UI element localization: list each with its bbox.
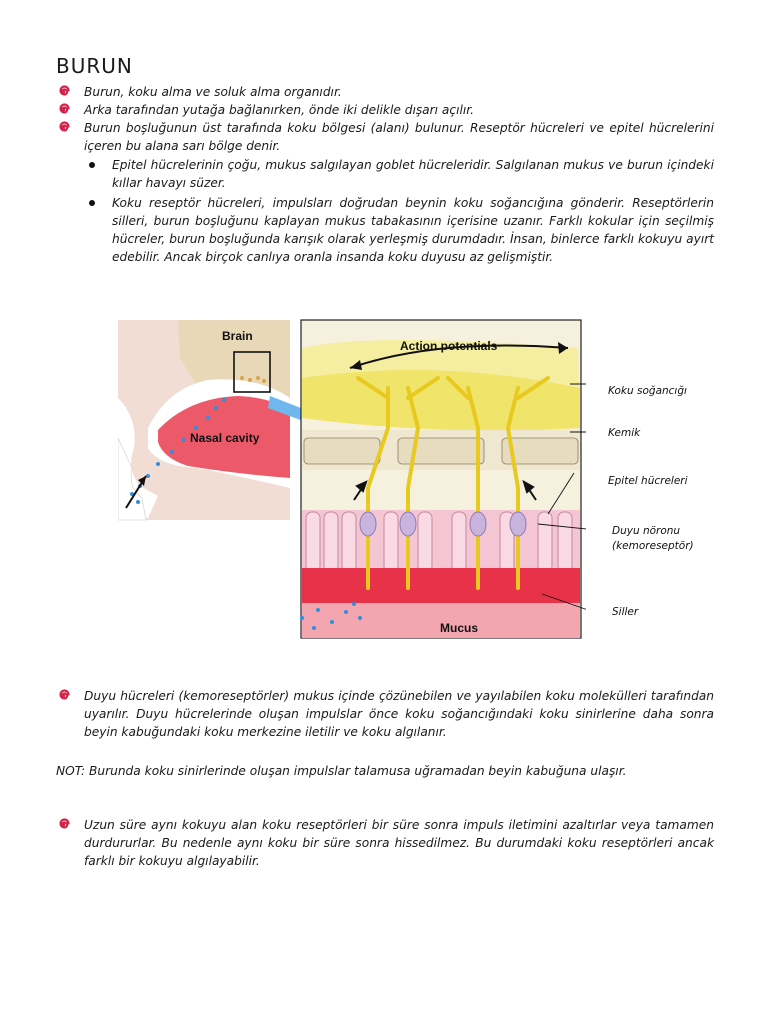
svg-text:Action potentials: Action potentials xyxy=(400,339,498,353)
dot-bullet-icon xyxy=(89,200,95,206)
olfactory-diagram xyxy=(118,318,586,642)
bullet-text: Burun, koku alma ve soluk alma organıdır. xyxy=(84,85,342,99)
bullet-text: Burun boşluğunun üst tarafında koku bölgesi (alanı) bulunur. Reseptör hücreleri ve epitel hücrelerini içeren bu alana sarı bölge denir. xyxy=(84,121,714,153)
dot-bullet-icon xyxy=(89,162,95,168)
svg-text:Mucus: Mucus xyxy=(440,621,479,635)
spiral-bullet-icon xyxy=(56,818,70,832)
paragraph-adaptation: Uzun süre aynı kokuyu alan koku reseptörleri bir süre sonra impuls iletimini azaltırlar veya tamamen durdururlar. Bu nedenle aynı koku bir süre sonra hissedilmez. Bu durumdaki koku reseptörleri ancak farklı bir kokuyu algılayabilir. xyxy=(84,818,714,868)
svg-text:Brain: Brain xyxy=(222,329,253,343)
label-epithelial: Epitel hücreleri xyxy=(608,475,688,487)
spiral-bullet-icon xyxy=(56,103,70,117)
label-sensory-neuron: Duyu nöronu (kemoreseptör) xyxy=(612,525,694,552)
svg-text:Nasal cavity: Nasal cavity xyxy=(190,431,260,445)
paragraph-chemoreceptors: Duyu hücreleri (kemoreseptörler) mukus içinde çözünebilen ve yayılabilen koku molekülleri tarafından uyarılır. Duyu hücrelerinde oluşan impulslar önce koku soğancığındaki koku sinirlerine daha sonra beyin kabuğundaki koku merkezine iletilir ve koku algılanır. xyxy=(84,689,714,739)
page-title: BURUN xyxy=(56,54,133,78)
label-olfactory-bulb: Koku soğancığı xyxy=(608,385,687,397)
label-bone: Kemik xyxy=(608,427,641,439)
label-cilia: Siller xyxy=(612,606,639,618)
note-paragraph: NOT: Burunda koku sinirlerinde oluşan impulslar talamusa uğramadan beyin kabuğuna ulaşır. xyxy=(56,764,627,778)
spiral-bullet-icon xyxy=(56,689,70,703)
spiral-bullet-icon xyxy=(56,121,70,135)
spiral-bullet-icon xyxy=(56,85,70,99)
sub-bullet-text: Epitel hücrelerinin çoğu, mukus salgılayan goblet hücreleridir. Salgılanan mukus ve burun içindeki kıllar havayı süzer. xyxy=(112,158,714,190)
bullet-text: Arka tarafından yutağa bağlanırken, önde iki delikle dışarı açılır. xyxy=(84,103,475,117)
sub-bullet-text: Koku reseptör hücreleri, impulsları doğrudan beynin koku soğancığına gönderir. Reseptörlerin silleri, burun boşluğunu kaplayan mukus tabakasının içerisine uzanır. Farklı kokular için seçilmiş hücreler, burun boşluğunda karışık olarak yerleşmiş durumdadır. İnsan, binlerce farklı kokuyu ayırt edebilir. Ancak birçok canlıya oranla insanda koku duyusu az gelişmiştir. xyxy=(112,196,714,264)
